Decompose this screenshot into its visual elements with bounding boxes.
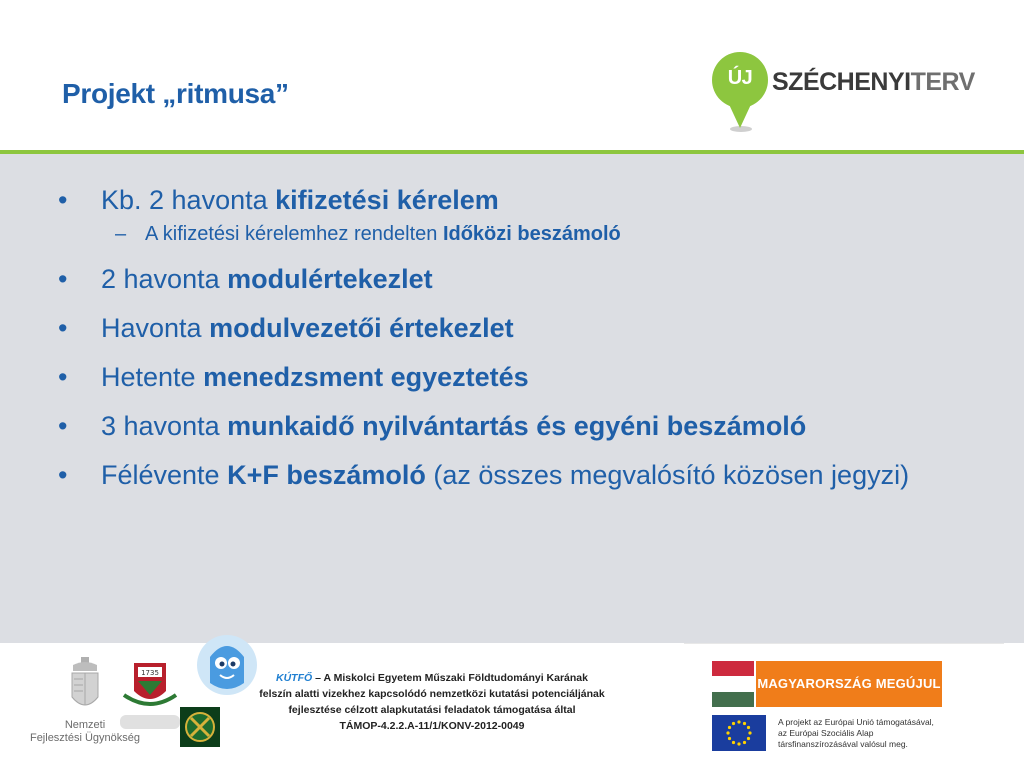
- logo-uj-text: ÚJ: [727, 67, 753, 89]
- slide-body: [0, 154, 1024, 643]
- project-code: TÁMOP-4.2.2.A-11/1/KONV-2012-0049: [339, 720, 525, 732]
- list-item: • 3 havonta munkaidő nyilvántartás és egyéni beszámoló: [58, 410, 958, 442]
- magyarorszag-megujul-banner: [712, 661, 942, 707]
- eu-support: [712, 715, 962, 755]
- list-item-sub: – A kifizetési kérelemhez rendelten Időközi beszámoló: [58, 222, 958, 246]
- logo-wordmark: [772, 68, 975, 97]
- logo-terv: TERV: [910, 68, 975, 96]
- project-line1: KÚTFŐ – A Miskolci Egyetem Műszaki Földtudományi Karának: [276, 672, 588, 684]
- eu-support-text: A projekt az Európai Unió támogatásával, az Európai Szociális Alap társfinanszírozásával valósul meg.: [778, 717, 934, 749]
- list-item: • Félévente K+F beszámoló (az összes megvalósító közösen jegyzi): [58, 459, 958, 491]
- project-description: [226, 670, 638, 734]
- hungarian-flag-icon: [712, 661, 754, 707]
- eu-flag-icon: [712, 715, 766, 751]
- decorative-bar: [120, 715, 180, 729]
- nfu-name-line1: Nemzeti: [64, 719, 106, 731]
- kutfo-label: KÚTFŐ: [276, 672, 313, 684]
- hungarian-coat-of-arms-icon: [68, 657, 102, 717]
- list-item: • Kb. 2 havonta kifizetési kérelem: [58, 184, 958, 216]
- project-line3: fejlesztése célzott alapkutatási feladatok támogatása által: [288, 704, 576, 716]
- project-line2: felszín alatti vizekhez kapcsolódó nemzetközi kutatási potenciáljának: [259, 688, 605, 700]
- logo-szechenyi: SZÉCHENYI: [772, 68, 911, 96]
- list-item: • Havonta modulvezetői értekezlet: [58, 312, 958, 344]
- university-crest-icon: [122, 661, 178, 711]
- banner-text: MAGYARORSZÁG MEGÚJUL: [756, 661, 942, 707]
- list-item: • 2 havonta modulértekezlet: [58, 263, 958, 295]
- list-item: • Hetente menedzsment egyeztetés: [58, 361, 958, 393]
- szechenyi-terv-logo: [708, 46, 988, 138]
- bullet-list: [58, 184, 958, 508]
- mining-faculty-logo-icon: [180, 707, 220, 747]
- svg-text:1735: 1735: [141, 669, 159, 677]
- slide-footer: [0, 643, 1024, 768]
- slide-header: [0, 0, 1024, 150]
- nfu-name-line2: Fejlesztési Ügynökség: [29, 732, 141, 744]
- slide-title: Projekt „ritmusa”: [62, 78, 289, 109]
